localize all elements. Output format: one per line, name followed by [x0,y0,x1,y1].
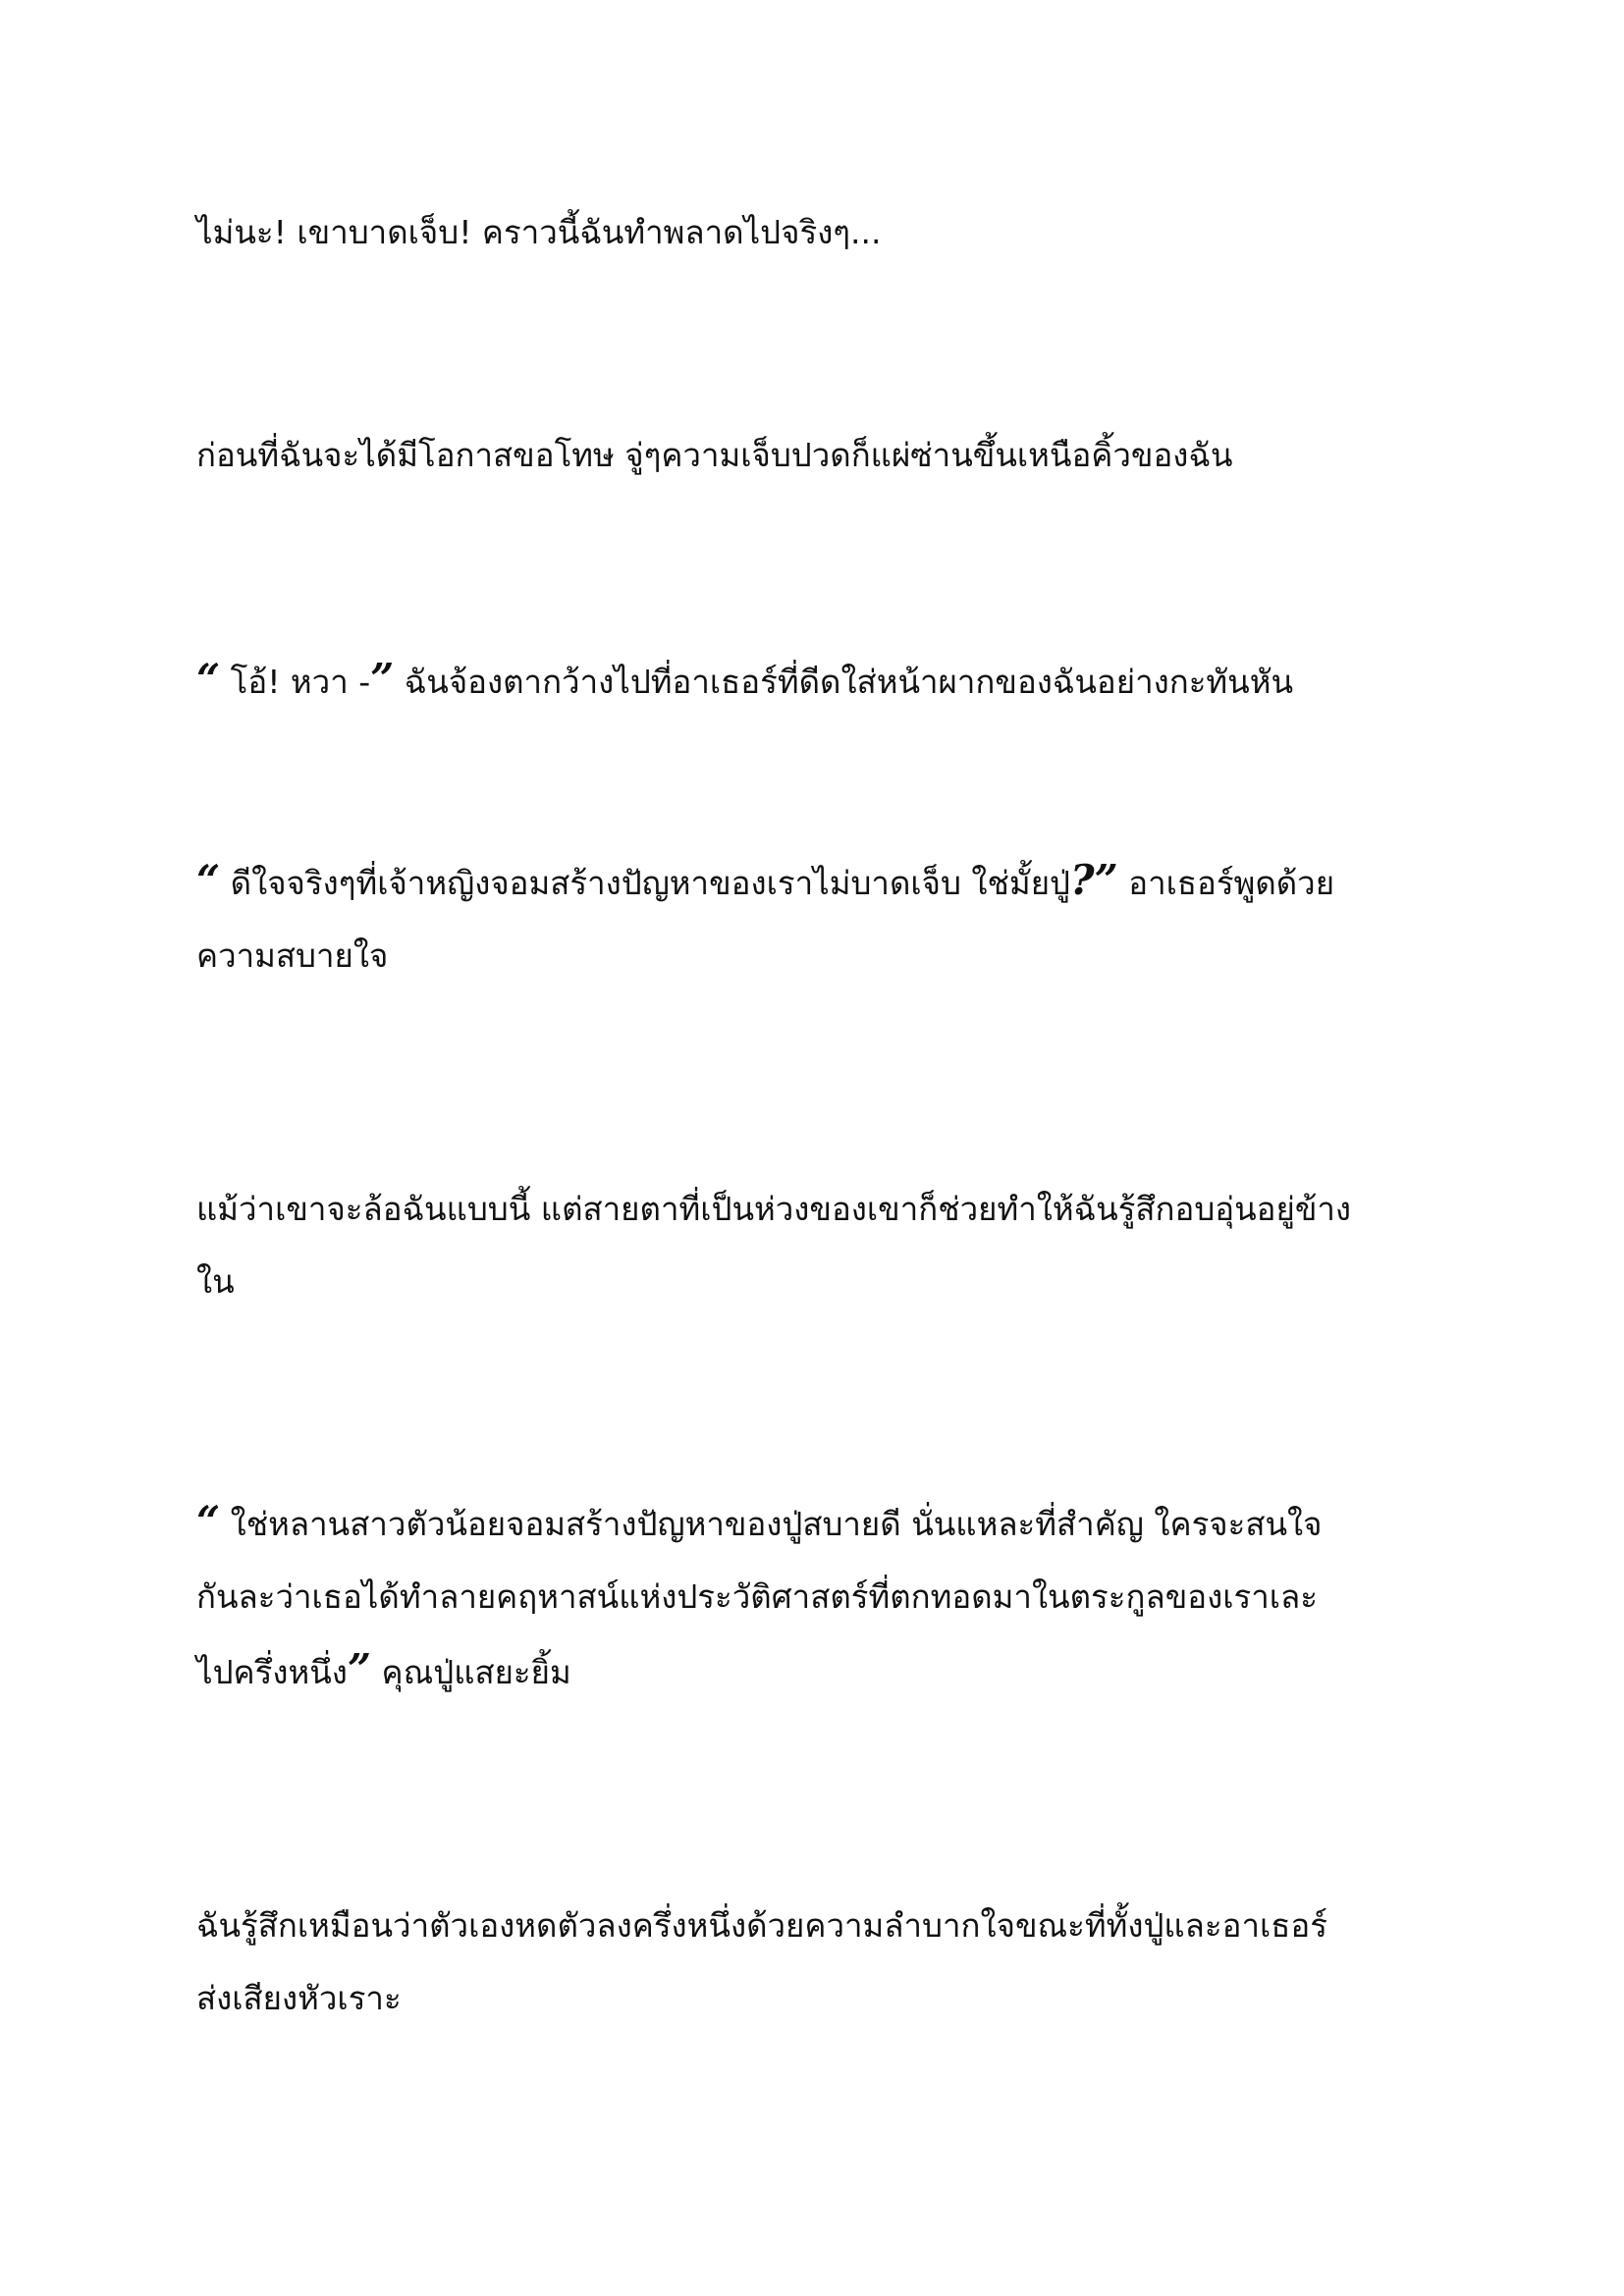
paragraph-line: กันละว่าเธอได้ทำลายคฤหาสน์แห่งประวัติศาสตร์ที่ตกทอดมาในตระกูลของเราเละ [196,1577,1318,1616]
open-quote: “ [196,655,221,703]
paragraph-line: ใน [196,1262,235,1301]
paragraph-4 [196,844,1443,992]
paragraph-line: ไม่นะ! เขาบาดเจ็บ! คราวนี้ฉันทำพลาดไปจริงๆ... [196,213,882,251]
close-quote: ” [370,655,395,703]
open-quote: “ [196,1497,221,1545]
paragraph-1 [196,196,1443,269]
question-close-quote: ?” [1069,856,1118,904]
dialogue-text: ดีใจจริงๆที่เจ้าหญิงจอมสร้างปัญหาของเราไม่บาดเจ็บ ใช่มั้ยปู่ [220,864,1070,902]
paragraph-line [196,643,1443,719]
paragraph-2 [196,419,1443,492]
open-quote: “ [196,856,221,904]
narration-text: คุณปู่แสยะยิ้ม [371,1653,571,1691]
narration-text: ฉันจ้องตากว้างไปที่อาเธอร์ที่ดีดใส่หน้าผากของฉันอย่างกะทันหัน [394,663,1294,701]
dialogue-text: ไปครึ่งหนึ่ง [196,1653,348,1691]
paragraph-line: ฉันรู้สึกเหมือนว่าตัวเองหดตัวลงครึ่งหนึ่งด้วยความลำบากใจขณะที่ทั้งปู่และอาเธอร์ [196,1906,1327,1945]
paragraph-line [196,844,1443,920]
dialogue-text: โอ้! หวา - [220,663,371,701]
paragraph-5 [196,1173,1443,1318]
paragraph-3 [196,643,1443,719]
close-quote: ” [347,1645,372,1693]
paragraph-6 [196,1485,1443,1709]
paragraph-line [196,1485,1443,1561]
dialogue-text: ใช่หลานสาวตัวน้อยจอมสร้างปัญหาของปู่สบายดี นั่นแหละที่สำคัญ ใครจะสนใจ [220,1505,1323,1543]
paragraph-7 [196,1890,1443,2035]
narration-text: อาเธอร์พูดด้วย [1117,864,1335,902]
paragraph-line [196,1633,1443,1709]
paragraph-line: ส่งเสียงหัวเราะ [196,1979,402,2017]
paragraph-line: ความสบายใจ [196,936,389,975]
paragraph-line: แม้ว่าเขาจะล้อฉันแบบนี้ แต่สายตาที่เป็นห่วงของเขาก็ช่วยทำให้ฉันรู้สึกอบอุ่นอยู่ข้าง [196,1190,1352,1228]
paragraph-line: ก่อนที่ฉันจะได้มีโอกาสขอโทษ จู่ๆความเจ็บปวดก็แผ่ซ่านขึ้นเหนือคิ้วของฉัน [196,436,1233,474]
